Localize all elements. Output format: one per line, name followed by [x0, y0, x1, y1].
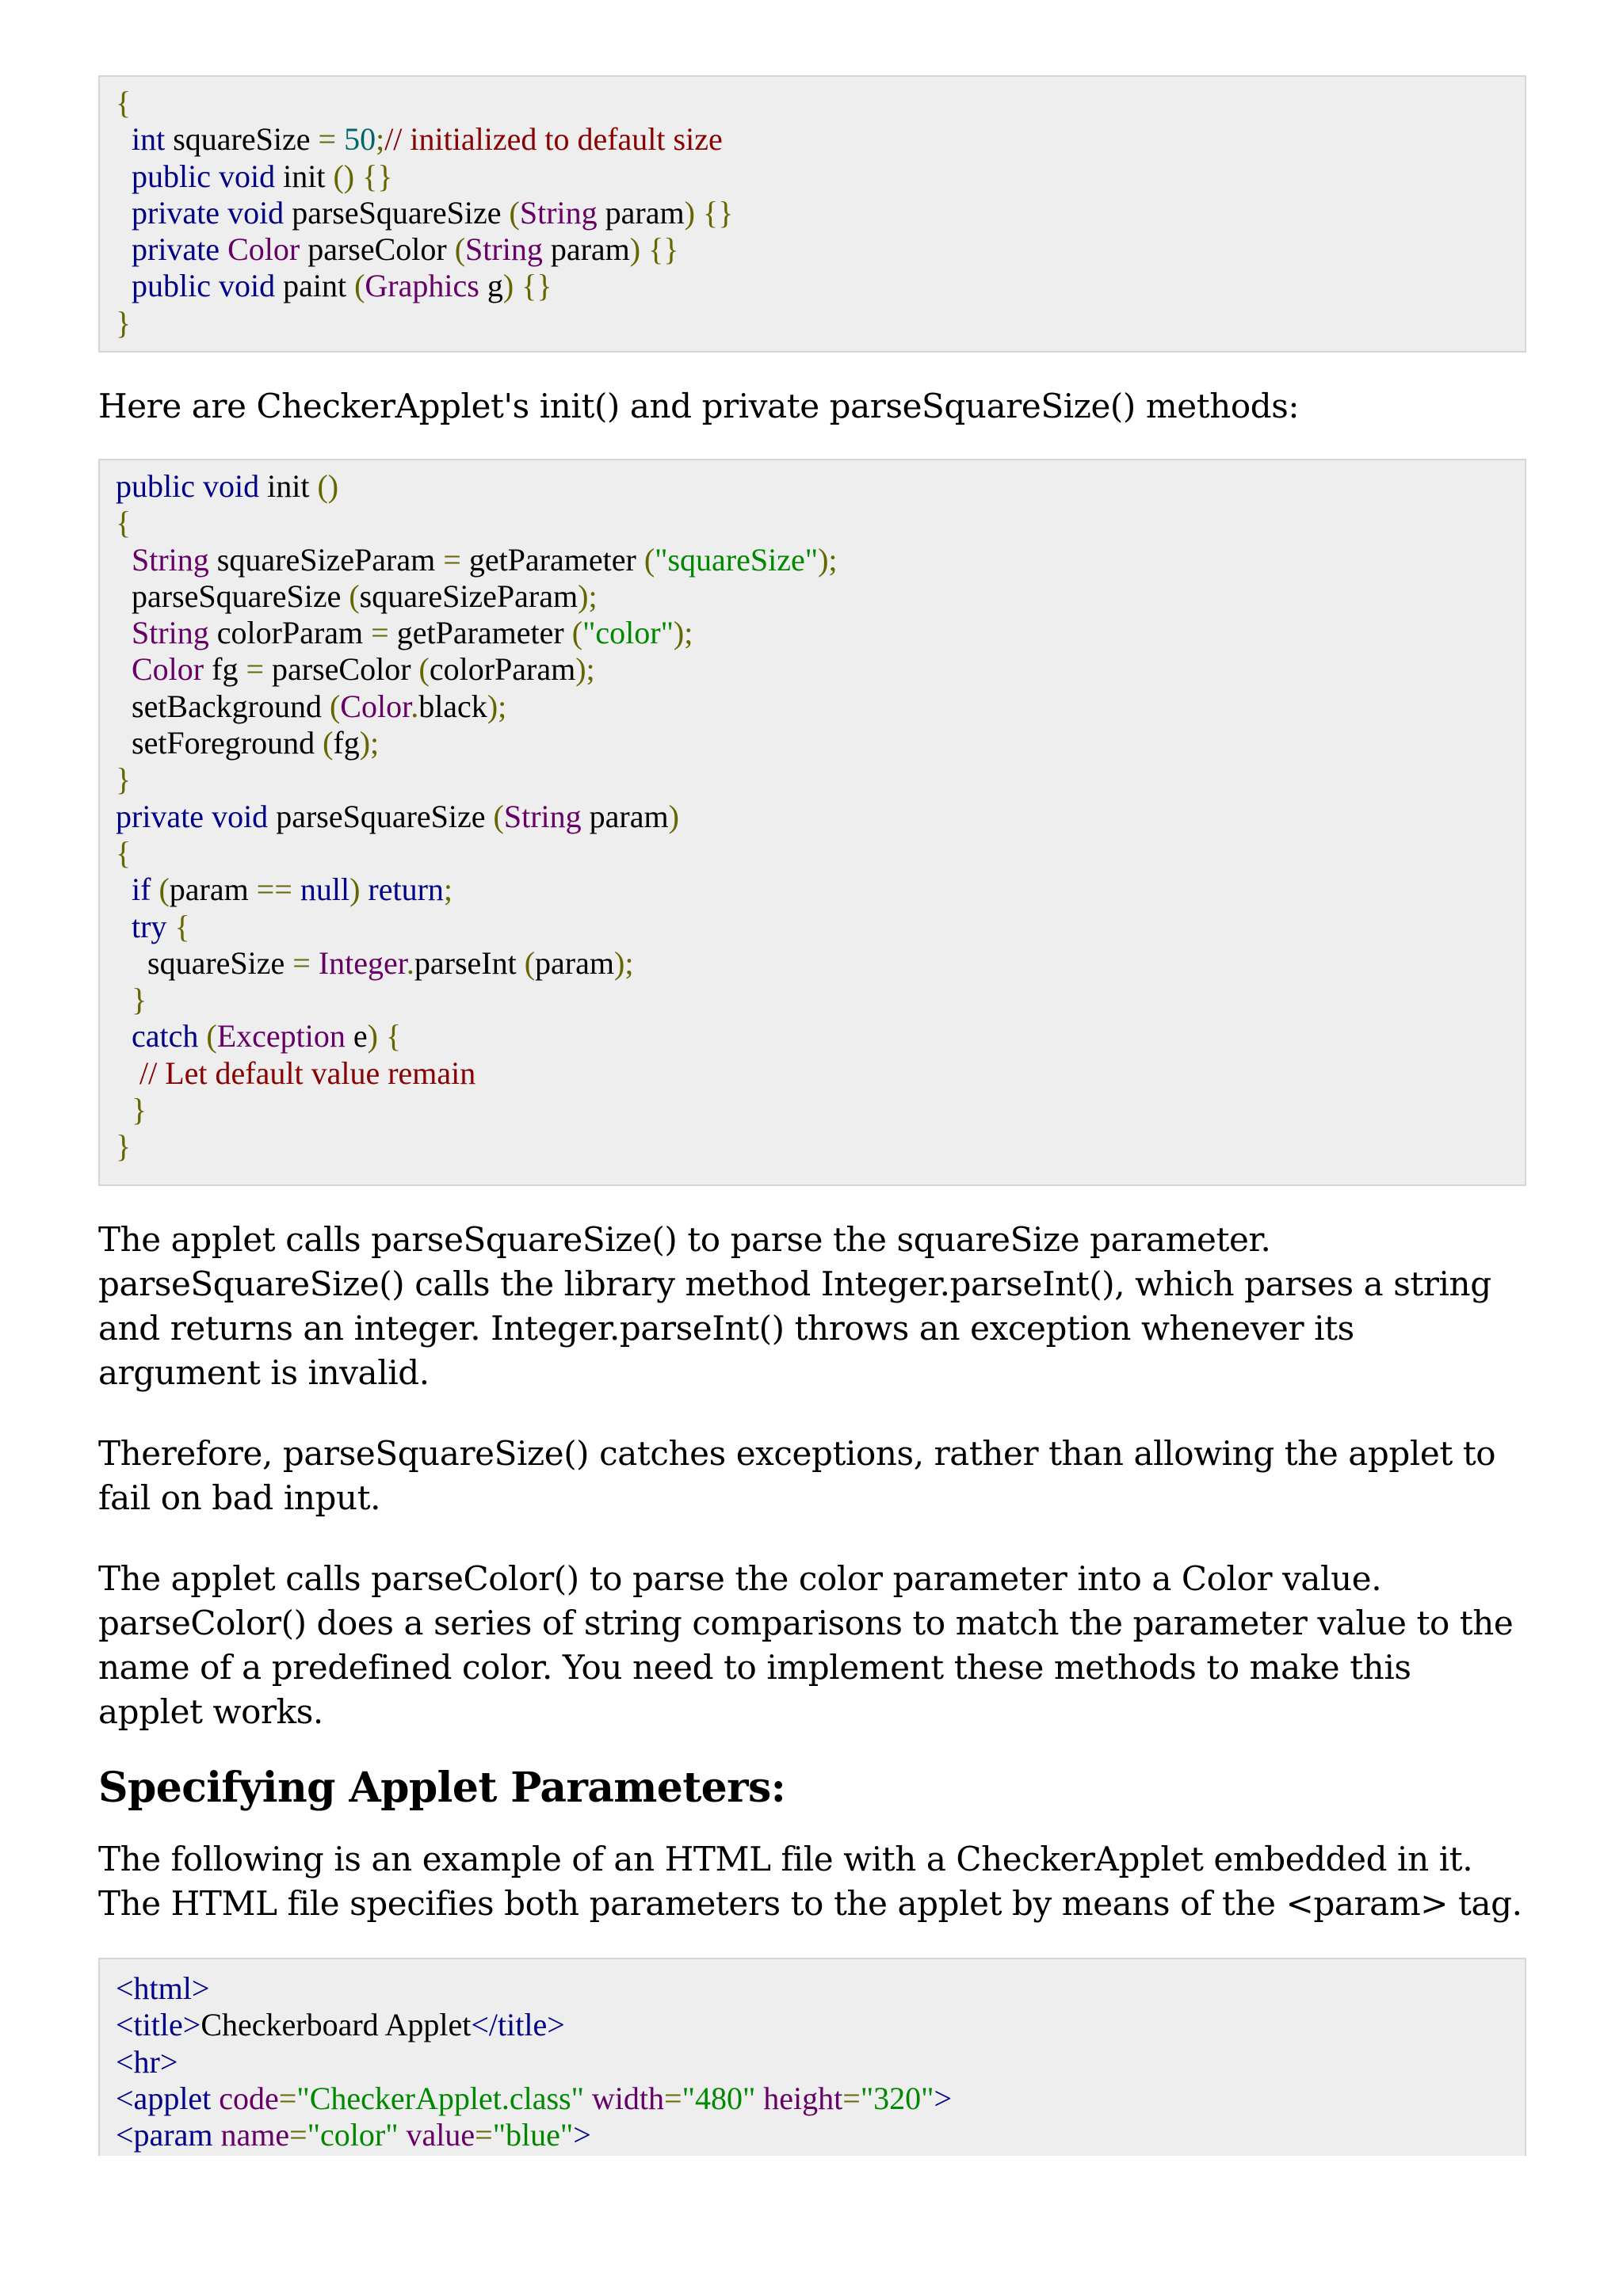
code-token: return: [368, 871, 444, 908]
code-token: <title>: [116, 2007, 201, 2043]
code-token: private: [116, 798, 204, 834]
code-token: [166, 909, 174, 944]
code-token: black: [418, 688, 487, 724]
code-token: catch: [132, 1018, 199, 1055]
code-token: void: [212, 798, 269, 834]
code-line: [116, 725, 1510, 761]
code-token: setBackground: [116, 688, 330, 724]
code-block-class-skeleton: [98, 75, 1526, 353]
code-token: (: [643, 541, 655, 578]
code-line: [116, 231, 1510, 268]
code-token: // initialized to default size: [384, 121, 723, 158]
code-token: }: [116, 761, 132, 798]
code-token: Checkerboard Applet: [200, 2007, 472, 2043]
code-token: <param: [116, 2117, 213, 2153]
code-token: parseColor: [300, 231, 455, 268]
code-line: [116, 1018, 1510, 1055]
code-token: [116, 871, 132, 907]
code-token: =: [246, 651, 265, 688]
code-token: }: [132, 1092, 147, 1128]
code-token: setForeground: [116, 725, 323, 761]
code-line: [116, 578, 1510, 615]
code-token: name: [220, 2117, 290, 2153]
code-token: [116, 195, 132, 231]
code-token: [116, 651, 132, 687]
code-token: );: [359, 725, 380, 761]
code-token: .: [406, 944, 414, 981]
code-token: );: [575, 651, 595, 688]
code-token: {: [385, 1018, 402, 1055]
code-token: param: [597, 194, 685, 231]
code-token: [116, 542, 132, 578]
code-token: init: [259, 468, 318, 504]
code-token: paint: [275, 268, 355, 304]
code-token: [311, 945, 319, 981]
code-token: init: [275, 158, 334, 194]
code-token: [584, 2081, 592, 2116]
code-line: [116, 305, 1510, 341]
code-token: (: [524, 944, 536, 981]
code-token: "CheckerApplet.class": [296, 2080, 584, 2116]
code-token: (: [349, 578, 360, 614]
code-token: String: [503, 798, 582, 834]
code-token: );: [578, 578, 598, 614]
code-token: getParameter: [388, 615, 572, 651]
code-token: [514, 268, 521, 303]
code-line: [116, 158, 1510, 195]
code-token: "320": [860, 2080, 934, 2116]
code-token: <applet: [116, 2080, 212, 2116]
code-token: Color: [132, 651, 204, 688]
code-token: {: [116, 85, 132, 120]
code-token: );: [614, 944, 634, 981]
document-page: [98, 75, 1525, 2156]
code-token: [360, 871, 368, 907]
code-token: >: [573, 2117, 591, 2153]
code-line: [116, 688, 1510, 725]
code-token: {}: [702, 194, 734, 231]
code-line: [116, 835, 1510, 871]
code-token: [292, 871, 300, 907]
code-token: =: [292, 944, 311, 981]
code-token: param: [542, 231, 630, 268]
code-token: {}: [521, 268, 552, 304]
code-token: squareSizeParam: [359, 578, 579, 614]
code-token: e: [345, 1018, 368, 1055]
code-token: String: [465, 231, 543, 268]
code-token: void: [218, 158, 276, 194]
code-token: [204, 799, 212, 834]
code-token: 50: [344, 121, 376, 158]
code-token: param: [535, 944, 614, 981]
code-token: [220, 231, 227, 267]
code-token: </title>: [471, 2007, 565, 2043]
code-token: (: [493, 798, 504, 834]
code-token: [116, 1018, 132, 1054]
section-heading-applet-parameters: Specifying Applet Parameters:: [98, 1764, 786, 1812]
code-line: [116, 268, 1510, 304]
code-token: int: [132, 121, 166, 158]
code-token: [640, 231, 648, 267]
code-token: (: [509, 194, 520, 231]
code-token: [116, 268, 132, 303]
code-line: [116, 195, 1510, 231]
code-token: =: [443, 541, 461, 578]
code-token: String: [132, 615, 209, 651]
code-token: "squareSize": [655, 541, 819, 578]
code-token: void: [227, 194, 285, 231]
code-token: public: [132, 268, 211, 304]
code-token: colorParam: [208, 615, 372, 651]
code-token: );: [818, 541, 838, 578]
code-token: null: [300, 871, 350, 908]
code-token: (: [418, 651, 430, 688]
code-token: ;: [443, 871, 453, 908]
code-token: code: [219, 2080, 279, 2116]
code-line: [116, 871, 1510, 908]
code-token: // Let default value remain: [139, 1055, 476, 1091]
code-line: [116, 651, 1510, 688]
code-token: <html>: [116, 1970, 210, 2006]
code-token: [211, 2081, 219, 2116]
code-token: {: [116, 834, 132, 871]
code-token: public: [132, 158, 211, 194]
code-line: [116, 909, 1510, 945]
code-line: [116, 1128, 1510, 1165]
code-token: [195, 468, 203, 504]
code-token: Graphics: [365, 268, 479, 304]
code-token: param: [581, 798, 669, 834]
code-token: Exception: [216, 1018, 346, 1055]
code-token: "color": [582, 615, 674, 651]
code-token: =: [278, 2080, 297, 2116]
code-token: {: [174, 908, 190, 944]
code-line: [116, 2081, 1510, 2117]
code-token: public: [116, 468, 195, 504]
code-token: String: [132, 541, 209, 578]
code-token: [213, 2117, 221, 2153]
code-line: [116, 2007, 1510, 2043]
code-token: "blue": [492, 2117, 574, 2153]
code-token: [116, 1092, 132, 1127]
code-token: ): [367, 1018, 378, 1055]
code-token: void: [218, 268, 276, 304]
code-block-init-and-parse: [98, 459, 1526, 1186]
code-line: [116, 799, 1510, 835]
code-token: [116, 121, 132, 157]
code-token: ): [502, 268, 514, 304]
code-token: parseSquareSize: [284, 194, 510, 231]
code-token: (): [333, 158, 355, 194]
code-token: squareSize: [165, 121, 319, 158]
code-token: getParameter: [460, 541, 644, 578]
code-token: fg: [333, 725, 360, 761]
code-line: [116, 2044, 1510, 2081]
code-token: ): [349, 871, 361, 908]
code-line: [116, 982, 1510, 1018]
code-token: squareSize: [116, 944, 293, 981]
code-token: parseColor: [264, 651, 419, 688]
code-token: private: [132, 231, 220, 268]
code-line: [116, 1055, 1510, 1092]
code-token: [211, 158, 219, 194]
code-token: [198, 1018, 206, 1054]
code-token: ==: [256, 871, 292, 908]
paragraph-parse-square-size: The applet calls parseSquareSize() to parse the squareSize parameter. parseSquareSize() calls the library method Integer.parseInt(), which parses a string and returns an integer. Integer.parseInt() throws an exception whenever its argument is invalid.: [98, 1220, 1491, 1392]
code-token: (: [323, 725, 334, 761]
code-token: }: [116, 304, 132, 341]
code-token: value: [406, 2117, 475, 2153]
code-token: width: [591, 2080, 665, 2116]
code-token: squareSizeParam: [208, 541, 444, 578]
paragraph-catches-exceptions: Therefore, parseSquareSize() catches exceptions, rather than allowing the applet to fail on bad input.: [98, 1434, 1496, 1517]
code-token: <hr>: [116, 2043, 178, 2080]
code-token: String: [519, 194, 598, 231]
code-token: (: [454, 231, 466, 268]
code-token: [755, 2081, 763, 2116]
code-token: [378, 1018, 386, 1054]
code-token: ): [668, 798, 679, 834]
code-line: [116, 1092, 1510, 1128]
code-token: (: [329, 688, 341, 724]
code-token: g: [479, 268, 503, 304]
code-line: [116, 945, 1510, 982]
code-token: =: [664, 2080, 682, 2116]
code-token: [116, 158, 132, 194]
code-token: try: [132, 908, 167, 944]
code-token: [399, 2117, 407, 2153]
code-line: [116, 1970, 1510, 2007]
code-token: (: [571, 615, 583, 651]
code-token: =: [842, 2080, 861, 2116]
code-token: [116, 909, 132, 944]
paragraph-init-methods-intro: Here are CheckerApplet's init() and private parseSquareSize() methods:: [98, 387, 1300, 425]
code-token: [211, 268, 219, 303]
code-token: =: [318, 121, 337, 158]
code-block-html-example: [98, 1958, 1526, 2156]
code-line: [116, 85, 1510, 121]
code-token: =: [371, 615, 389, 651]
code-token: }: [116, 1128, 132, 1165]
paragraph-parse-color: The applet calls parseColor() to parse the color parameter into a Color value. parseColor() does a series of string comparisons to match the parameter value to the name of a predefined color. You need to implement these methods to make this applet works.: [98, 1559, 1514, 1731]
code-token: [116, 982, 132, 1017]
code-token: >: [934, 2080, 953, 2116]
code-token: [336, 121, 344, 157]
code-token: {}: [648, 231, 679, 268]
code-line: [116, 542, 1510, 578]
code-token: Integer: [318, 944, 407, 981]
code-token: );: [673, 615, 693, 651]
code-token: (: [206, 1018, 217, 1055]
code-line: [116, 2117, 1510, 2153]
code-token: {}: [362, 158, 393, 194]
code-token: parseSquareSize: [116, 578, 349, 614]
code-token: ;: [376, 121, 385, 158]
code-token: [354, 158, 362, 194]
code-token: [220, 195, 227, 231]
code-token: "480": [682, 2080, 756, 2116]
code-token: ): [629, 231, 641, 268]
code-token: [116, 615, 132, 650]
code-token: }: [132, 982, 147, 1018]
code-line: [116, 615, 1510, 651]
code-line: [116, 505, 1510, 541]
code-token: [695, 195, 703, 231]
code-line: [116, 468, 1510, 505]
code-token: (: [354, 268, 365, 304]
code-line: [116, 761, 1510, 798]
code-token: (): [317, 468, 339, 504]
code-token: =: [289, 2117, 307, 2153]
code-token: "color": [307, 2117, 399, 2153]
code-token: );: [487, 688, 507, 724]
code-token: .: [411, 688, 419, 724]
code-token: private: [132, 194, 220, 231]
code-token: param: [169, 871, 257, 908]
code-token: =: [475, 2117, 493, 2153]
code-token: void: [202, 468, 260, 504]
code-line: [116, 121, 1510, 158]
code-token: [151, 871, 158, 907]
code-token: {: [116, 505, 132, 541]
paragraph-html-example-intro: The following is an example of an HTML file with a CheckerApplet embedded in it. The HTML file specifies both parameters to the applet by means of the <param> tag.: [98, 1840, 1522, 1923]
code-token: if: [132, 871, 151, 908]
code-token: [116, 231, 132, 267]
code-token: fg: [204, 651, 246, 688]
code-token: [116, 1055, 139, 1091]
code-token: (: [158, 871, 170, 908]
code-token: parseSquareSize: [268, 798, 494, 834]
code-token: height: [763, 2080, 843, 2116]
code-token: Color: [340, 688, 411, 724]
code-token: parseInt: [414, 944, 525, 981]
code-token: colorParam: [429, 651, 576, 688]
code-token: ): [684, 194, 695, 231]
code-token: Color: [227, 231, 300, 268]
